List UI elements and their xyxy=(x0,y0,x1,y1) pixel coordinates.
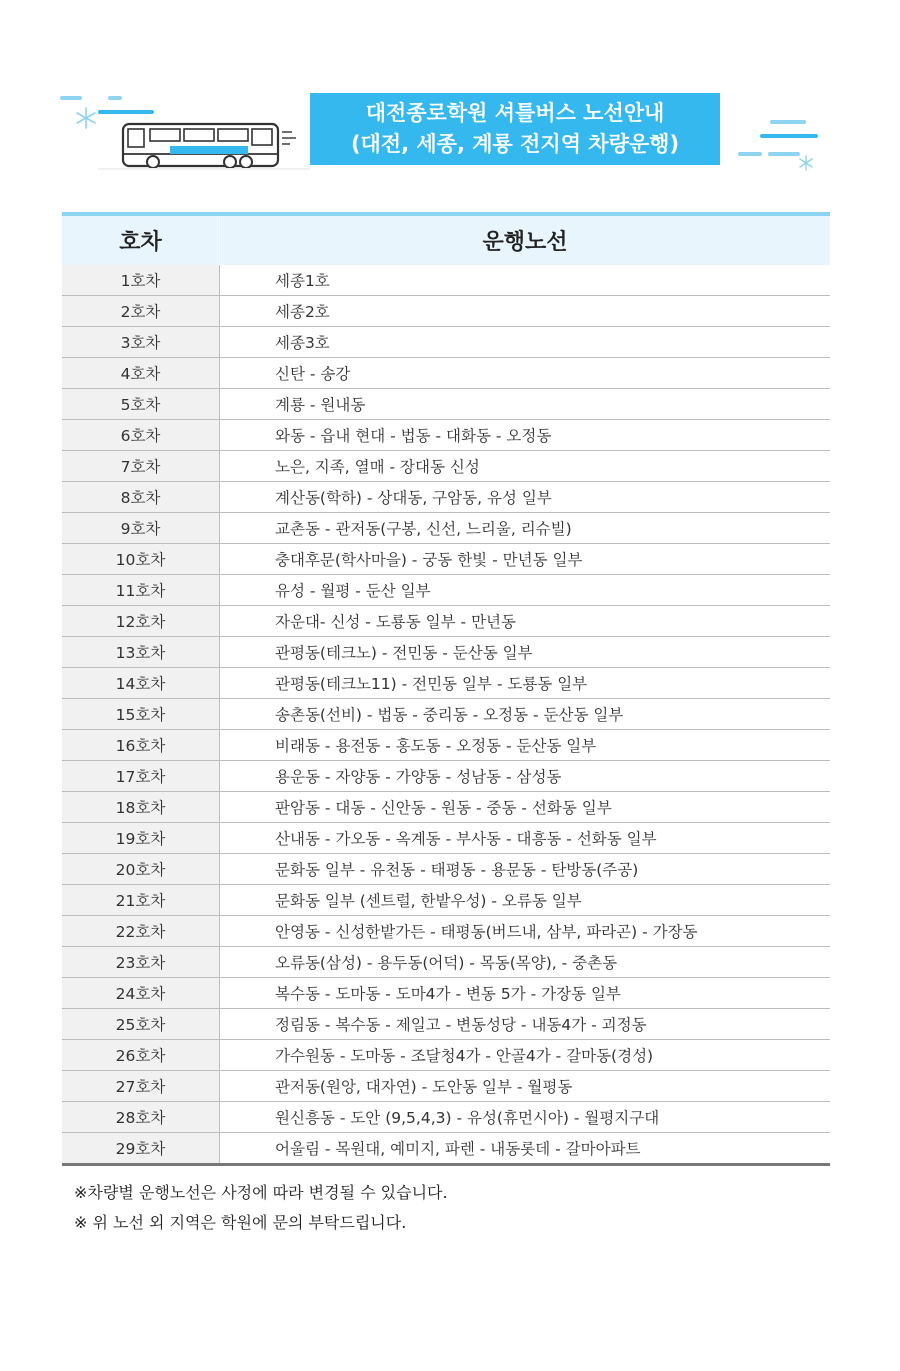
bus-icon xyxy=(60,92,310,182)
car-number: 21호차 xyxy=(62,885,220,916)
table-row xyxy=(62,1040,830,1071)
table-row xyxy=(62,420,830,451)
table-row xyxy=(62,792,830,823)
table-row xyxy=(62,978,830,1009)
route-text: 복수동 - 도마동 - 도마4가 - 변동 5가 - 가장동 일부 xyxy=(220,978,831,1009)
table-row xyxy=(62,482,830,513)
route-text: 용운동 - 자양동 - 가양동 - 성남동 - 삼성동 xyxy=(220,761,831,792)
route-text: 정림동 - 복수동 - 제일고 - 변동성당 - 내동4가 - 괴정동 xyxy=(220,1009,831,1040)
page-title: 대전종로학원 셔틀버스 노선안내 xyxy=(365,101,665,125)
route-text: 충대후문(학사마을) - 궁동 한빛 - 만년동 일부 xyxy=(220,544,831,575)
table-row xyxy=(62,265,830,296)
table-row xyxy=(62,606,830,637)
car-number: 24호차 xyxy=(62,978,220,1009)
table-row xyxy=(62,358,830,389)
car-number: 10호차 xyxy=(62,544,220,575)
route-text: 판암동 - 대동 - 신안동 - 원동 - 중동 - 선화동 일부 xyxy=(220,792,831,823)
table-row xyxy=(62,544,830,575)
route-text: 안영동 - 신성한밭가든 - 태평동(버드내, 삼부, 파라곤) - 가장동 xyxy=(220,916,831,947)
car-number: 23호차 xyxy=(62,947,220,978)
route-text: 교촌동 - 관저동(구봉, 신선, 느리울, 리슈빌) xyxy=(220,513,831,544)
table-row xyxy=(62,854,830,885)
car-number: 20호차 xyxy=(62,854,220,885)
table-row xyxy=(62,1071,830,1102)
route-text: 관평동(테크노) - 전민동 - 둔산동 일부 xyxy=(220,637,831,668)
car-number: 14호차 xyxy=(62,668,220,699)
car-number: 5호차 xyxy=(62,389,220,420)
route-text: 문화동 일부 - 유천동 - 태평동 - 용문동 - 탄방동(주공) xyxy=(220,854,831,885)
car-number: 17호차 xyxy=(62,761,220,792)
table-row xyxy=(62,1009,830,1040)
route-text: 송촌동(선비) - 법동 - 중리동 - 오정동 - 둔산동 일부 xyxy=(220,699,831,730)
table-row xyxy=(62,730,830,761)
table-row xyxy=(62,389,830,420)
table-row xyxy=(62,885,830,916)
table-row xyxy=(62,668,830,699)
car-number: 1호차 xyxy=(62,265,220,296)
table-header-row xyxy=(62,214,830,265)
car-number: 13호차 xyxy=(62,637,220,668)
table-row xyxy=(62,637,830,668)
snowflake-icon xyxy=(77,108,95,128)
route-text: 세종2호 xyxy=(220,296,831,327)
car-number: 26호차 xyxy=(62,1040,220,1071)
route-text: 비래동 - 용전동 - 홍도동 - 오정동 - 둔산동 일부 xyxy=(220,730,831,761)
note-line: ※차량별 운행노선은 사정에 따라 변경될 수 있습니다. xyxy=(74,1183,448,1202)
table-row xyxy=(62,296,830,327)
table-row xyxy=(62,947,830,978)
route-text: 계룡 - 원내동 xyxy=(220,389,831,420)
header-car: 호차 xyxy=(62,214,220,265)
route-text: 세종3호 xyxy=(220,327,831,358)
route-text: 세종1호 xyxy=(220,265,831,296)
car-number: 6호차 xyxy=(62,420,220,451)
header-route: 운행노선 xyxy=(220,214,831,265)
decor-lines xyxy=(730,120,850,180)
car-number: 8호차 xyxy=(62,482,220,513)
table-row xyxy=(62,761,830,792)
route-text: 원신흥동 - 도안 (9,5,4,3) - 유성(휴먼시아) - 월평지구대 xyxy=(220,1102,831,1133)
table-row xyxy=(62,575,830,606)
snowflake-icon xyxy=(800,156,812,170)
car-number: 29호차 xyxy=(62,1133,220,1165)
page-subtitle: (대전, 세종, 계룡 전지역 차량운행) xyxy=(350,132,680,156)
header-banner xyxy=(0,0,900,200)
car-number: 7호차 xyxy=(62,451,220,482)
route-text: 노은, 지족, 열매 - 장대동 신성 xyxy=(220,451,831,482)
table-row xyxy=(62,1102,830,1133)
car-number: 27호차 xyxy=(62,1071,220,1102)
route-text: 자운대- 신성 - 도룡동 일부 - 만년동 xyxy=(220,606,831,637)
car-number: 25호차 xyxy=(62,1009,220,1040)
car-number: 19호차 xyxy=(62,823,220,854)
note-line: ※ 위 노선 외 지역은 학원에 문의 부탁드립니다. xyxy=(74,1213,407,1232)
table-row xyxy=(62,451,830,482)
car-number: 3호차 xyxy=(62,327,220,358)
route-text: 관평동(테크노11) - 전민동 일부 - 도룡동 일부 xyxy=(220,668,831,699)
car-number: 11호차 xyxy=(62,575,220,606)
table-row xyxy=(62,699,830,730)
car-number: 12호차 xyxy=(62,606,220,637)
route-rows xyxy=(62,265,830,1165)
route-text: 관저동(원앙, 대자연) - 도안동 일부 - 월평동 xyxy=(220,1071,831,1102)
route-text: 문화동 일부 (센트럴, 한밭우성) - 오류동 일부 xyxy=(220,885,831,916)
route-text: 와동 - 읍내 현대 - 법동 - 대화동 - 오정동 xyxy=(220,420,831,451)
table-row xyxy=(62,823,830,854)
notes xyxy=(74,1178,448,1238)
table-row xyxy=(62,916,830,947)
route-text: 산내동 - 가오동 - 옥계동 - 부사동 - 대흥동 - 선화동 일부 xyxy=(220,823,831,854)
car-number: 9호차 xyxy=(62,513,220,544)
title-box xyxy=(310,93,720,165)
route-text: 오류동(삼성) - 용두동(어덕) - 목동(목양), - 중촌동 xyxy=(220,947,831,978)
route-text: 계산동(학하) - 상대동, 구암동, 유성 일부 xyxy=(220,482,831,513)
car-number: 2호차 xyxy=(62,296,220,327)
route-text: 가수원동 - 도마동 - 조달청4가 - 안골4가 - 갈마동(경성) xyxy=(220,1040,831,1071)
car-number: 15호차 xyxy=(62,699,220,730)
route-table xyxy=(62,212,830,1166)
car-number: 28호차 xyxy=(62,1102,220,1133)
table-row xyxy=(62,327,830,358)
table-row xyxy=(62,513,830,544)
car-number: 16호차 xyxy=(62,730,220,761)
route-text: 신탄 - 송강 xyxy=(220,358,831,389)
car-number: 18호차 xyxy=(62,792,220,823)
route-text: 유성 - 월평 - 둔산 일부 xyxy=(220,575,831,606)
route-text: 어울림 - 목원대, 예미지, 파렌 - 내동롯데 - 갈마아파트 xyxy=(220,1133,831,1165)
car-number: 4호차 xyxy=(62,358,220,389)
table-row xyxy=(62,1133,830,1165)
car-number: 22호차 xyxy=(62,916,220,947)
